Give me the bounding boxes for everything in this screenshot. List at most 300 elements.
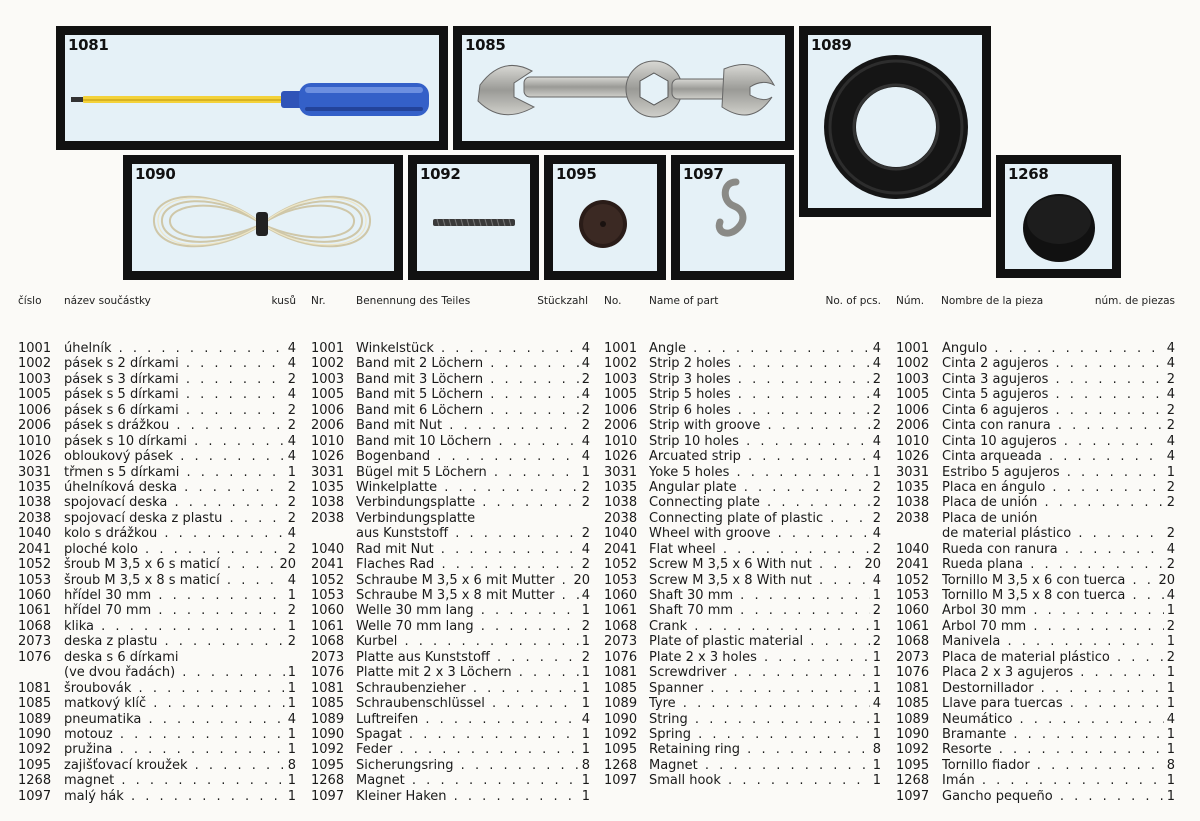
table-row <box>18 603 296 618</box>
part-name <box>64 712 296 727</box>
rows <box>311 341 590 804</box>
part-number: 1052 <box>18 557 52 573</box>
part-name-text: Wheel with groove <box>649 526 771 542</box>
table-row <box>18 449 296 464</box>
part-number: 1268 <box>311 773 345 789</box>
part-name-text: Ángulo <box>942 341 988 356</box>
part-name-text: Strip with groove <box>649 418 761 434</box>
part-name <box>356 526 590 541</box>
part-number: 1003 <box>604 371 638 387</box>
part-number: 1061 <box>604 603 638 619</box>
part-name <box>942 341 1175 356</box>
part-name-text: Rueda plana <box>942 557 1024 573</box>
tile-1097 <box>671 155 794 280</box>
table-row <box>604 712 881 727</box>
header-qty: núm. de piezas <box>1094 295 1175 307</box>
part-name <box>649 542 881 557</box>
part-quantity: 2 <box>1164 418 1175 433</box>
rows <box>896 341 1175 804</box>
part-quantity: 2 <box>870 372 881 387</box>
part-number: 1006 <box>18 402 52 418</box>
part-name <box>356 403 590 418</box>
part-name-text: Spagat <box>356 726 402 742</box>
part-number: 1076 <box>18 649 52 665</box>
part-quantity: 1 <box>870 588 881 603</box>
part-number: 1053 <box>311 588 345 603</box>
part-number: 1076 <box>896 665 930 681</box>
part-name <box>356 557 590 572</box>
part-quantity: 2 <box>285 603 296 618</box>
part-name-text: Estribo 5 agujeros <box>942 464 1060 480</box>
header-name: Benennung des Teiles <box>356 295 471 307</box>
part-number: 1001 <box>18 341 52 356</box>
part-number: 1005 <box>604 387 638 403</box>
part-quantity: 1 <box>1164 773 1175 788</box>
part-number: 1060 <box>604 588 638 603</box>
part-name-text: Bogenband <box>356 449 431 465</box>
part-number: 1002 <box>896 356 930 372</box>
part-name <box>356 387 590 402</box>
part-name <box>649 665 881 680</box>
part-number: 1068 <box>311 634 345 650</box>
header-number: No. <box>604 295 622 307</box>
part-name-text: úhelníková deska <box>64 479 178 495</box>
part-number: 1038 <box>311 495 345 511</box>
part-number: 1053 <box>18 572 52 588</box>
part-name <box>64 603 296 618</box>
part-name-text: Winkelstück <box>356 341 434 356</box>
part-quantity: 1 <box>1164 742 1175 757</box>
table-row <box>311 495 590 510</box>
part-name <box>942 789 1175 804</box>
part-quantity: 1 <box>579 773 590 788</box>
part-quantity: 4 <box>579 356 590 371</box>
part-number: 1040 <box>18 526 52 542</box>
part-number-label: 1092 <box>420 165 461 183</box>
part-name-text: motouz <box>64 726 113 742</box>
part-number: 1068 <box>604 618 638 634</box>
table-row <box>18 542 296 557</box>
part-quantity: 2 <box>1164 557 1175 572</box>
table-row <box>604 773 881 788</box>
part-name <box>356 603 590 618</box>
part-name-text: Screwdriver <box>649 665 727 681</box>
part-quantity: 1 <box>579 789 590 804</box>
part-number: 1097 <box>311 788 345 804</box>
part-quantity: 1 <box>285 696 296 711</box>
column-header <box>896 295 1175 311</box>
part-name-text: Strip 2 holes <box>649 356 731 372</box>
part-number: 1095 <box>604 742 638 758</box>
part-name <box>64 495 296 510</box>
part-name-text: Schraubenschlüssel <box>356 696 485 712</box>
part-quantity: 2 <box>579 418 590 433</box>
part-quantity: 2 <box>870 511 881 526</box>
part-number: 1026 <box>604 449 638 465</box>
table-row <box>311 681 590 696</box>
part-quantity: 2 <box>870 480 881 495</box>
part-name <box>942 387 1175 402</box>
part-name-text: Cinta 6 agujeros <box>942 402 1049 418</box>
part-quantity: 4 <box>870 434 881 449</box>
header-number: Nr. <box>311 295 326 307</box>
part-name <box>649 773 881 788</box>
column-header <box>311 295 590 311</box>
part-quantity: 8 <box>285 758 296 773</box>
part-name-text: Cinta 3 agujeros <box>942 371 1049 387</box>
table-row <box>896 511 1175 526</box>
table-row <box>896 495 1175 510</box>
part-quantity: 2 <box>285 511 296 526</box>
part-name <box>649 603 881 618</box>
table-row <box>896 712 1175 727</box>
part-quantity: 4 <box>285 449 296 464</box>
part-number: 1068 <box>896 634 930 650</box>
part-name <box>942 403 1175 418</box>
part-name <box>356 449 590 464</box>
part-name <box>356 573 590 588</box>
part-name-text: Yoke 5 holes <box>649 464 730 480</box>
part-name <box>356 418 590 433</box>
part-name-text: Strip 6 holes <box>649 402 731 418</box>
part-name <box>64 727 296 742</box>
part-name-text: Llave para tuercas <box>942 696 1063 712</box>
part-name <box>356 681 590 696</box>
part-number: 1006 <box>896 402 930 418</box>
table-row <box>311 403 590 418</box>
part-number: 2006 <box>311 418 345 434</box>
part-name-text: Strip 10 holes <box>649 433 739 449</box>
part-name <box>64 418 296 433</box>
table-row <box>18 480 296 495</box>
table-row <box>896 603 1175 618</box>
part-name-text: Cinta 10 agujeros <box>942 433 1057 449</box>
tile-1081 <box>56 26 448 150</box>
part-name-text: pásek s 3 dírkami <box>64 371 179 387</box>
part-number: 1090 <box>18 726 52 742</box>
part-quantity: 1 <box>870 758 881 773</box>
table-row <box>311 434 590 449</box>
part-name-text: Cinta con ranura <box>942 418 1051 434</box>
part-name-text: Plate of plastic material <box>649 634 804 650</box>
part-number-label: 1268 <box>1008 165 1049 183</box>
part-quantity: 4 <box>579 588 590 603</box>
part-number: 2041 <box>311 557 345 573</box>
part-number: 3031 <box>18 464 52 480</box>
column-header <box>18 295 296 311</box>
part-quantity: 4 <box>1164 341 1175 356</box>
part-quantity: 4 <box>579 387 590 402</box>
tile-1268 <box>996 155 1121 278</box>
table-row <box>604 758 881 773</box>
part-number: 1060 <box>311 603 345 619</box>
part-name-text: Placa de material plástico <box>942 649 1110 665</box>
part-name <box>64 573 296 588</box>
table-row <box>604 387 881 402</box>
part-name-text: třmen s 5 dírkami <box>64 464 180 480</box>
part-quantity: 4 <box>870 696 881 711</box>
table-row <box>896 573 1175 588</box>
part-quantity: 8 <box>579 758 590 773</box>
part-quantity: 2 <box>285 403 296 418</box>
part-number: 2006 <box>896 418 930 434</box>
part-name-text: Winkelplatte <box>356 479 438 495</box>
part-quantity: 4 <box>1164 588 1175 603</box>
header-qty: No. of pcs. <box>825 295 881 307</box>
part-name <box>649 511 881 526</box>
part-name <box>64 465 296 480</box>
table-row <box>896 387 1175 402</box>
table-row <box>896 773 1175 788</box>
part-number: 1052 <box>604 557 638 573</box>
part-quantity: 1 <box>870 712 881 727</box>
part-name <box>356 434 590 449</box>
part-name-text: Plate 2 x 3 holes <box>649 649 757 665</box>
table-row <box>604 650 881 665</box>
table-row <box>18 634 296 649</box>
part-name <box>649 418 881 433</box>
part-quantity: 2 <box>1164 650 1175 665</box>
part-quantity: 4 <box>579 712 590 727</box>
part-name <box>356 634 590 649</box>
part-quantity: 4 <box>579 449 590 464</box>
part-number: 2041 <box>18 541 52 557</box>
part-name <box>942 542 1175 557</box>
table-row <box>604 403 881 418</box>
table-row <box>18 387 296 402</box>
part-name <box>64 449 296 464</box>
part-number: 1002 <box>604 356 638 372</box>
part-name <box>649 758 881 773</box>
part-quantity: 2 <box>1164 403 1175 418</box>
part-name <box>649 372 881 387</box>
part-name <box>942 727 1175 742</box>
part-name-text: Placa de unión <box>942 510 1038 526</box>
part-number: 1060 <box>18 588 52 603</box>
part-number: 1268 <box>18 773 52 789</box>
part-name <box>942 356 1175 371</box>
part-name <box>942 418 1175 433</box>
table-row <box>311 619 590 634</box>
part-name <box>942 573 1175 588</box>
part-quantity: 2 <box>285 495 296 510</box>
part-quantity: 4 <box>579 542 590 557</box>
table-row <box>896 588 1175 603</box>
table-row <box>604 449 881 464</box>
table-row <box>311 773 590 788</box>
part-quantity: 1 <box>870 773 881 788</box>
part-name <box>64 341 296 356</box>
part-name <box>649 727 881 742</box>
part-quantity: 1 <box>579 742 590 757</box>
table-row <box>604 665 881 680</box>
part-quantity: 1 <box>1164 465 1175 480</box>
part-name-text: Shaft 70 mm <box>649 603 734 619</box>
part-name <box>942 557 1175 572</box>
part-quantity: 4 <box>870 573 881 588</box>
part-name-text: Tyre <box>649 696 676 712</box>
part-quantity: 1 <box>1164 727 1175 742</box>
part-name <box>64 681 296 696</box>
table-row <box>896 526 1175 541</box>
part-quantity: 1 <box>285 465 296 480</box>
part-number: 1089 <box>18 711 52 727</box>
part-number: 1003 <box>896 371 930 387</box>
table-row <box>18 650 296 665</box>
part-name-text: Cinta 5 agujeros <box>942 387 1049 403</box>
part-name-text: Flaches Rad <box>356 557 435 573</box>
table-row <box>896 341 1175 356</box>
table-row <box>896 727 1175 742</box>
part-quantity: 1 <box>1164 696 1175 711</box>
part-quantity: 1 <box>870 650 881 665</box>
table-row <box>604 619 881 634</box>
table-row <box>896 403 1175 418</box>
part-name-text: Angle <box>649 341 686 356</box>
table-row <box>604 742 881 757</box>
table-row <box>896 742 1175 757</box>
part-quantity: 1 <box>285 742 296 757</box>
part-name-text: klika <box>64 618 95 634</box>
table-row <box>18 465 296 480</box>
part-quantity: 1 <box>579 681 590 696</box>
part-name-text: Feder <box>356 742 393 758</box>
part-name-text: šroub M 3,5 x 6 s maticí <box>64 557 220 573</box>
part-name-text: Neumático <box>942 711 1013 727</box>
table-row <box>311 789 590 804</box>
part-quantity: 1 <box>579 634 590 649</box>
part-quantity: 4 <box>285 712 296 727</box>
table-row <box>896 434 1175 449</box>
part-quantity: 4 <box>870 341 881 356</box>
part-name-text: obloukový pásek <box>64 449 174 465</box>
part-name <box>356 712 590 727</box>
part-name-text: Shaft 30 mm <box>649 588 734 603</box>
part-name <box>649 434 881 449</box>
part-quantity: 20 <box>570 573 590 588</box>
part-name-text: Strip 5 holes <box>649 387 731 403</box>
part-name <box>64 387 296 402</box>
table-row <box>604 526 881 541</box>
part-number: 1038 <box>604 495 638 511</box>
part-name <box>649 634 881 649</box>
part-name-text: Welle 70 mm lang <box>356 618 474 634</box>
part-number: 3031 <box>896 464 930 480</box>
header-qty: Stückzahl <box>537 295 588 307</box>
part-name-text: malý hák <box>64 788 124 804</box>
table-row <box>18 356 296 371</box>
part-name-text: Verbindungsplatte <box>356 495 476 511</box>
part-name-text: deska z plastu <box>64 634 158 650</box>
table-row <box>896 356 1175 371</box>
part-number: 2006 <box>604 418 638 434</box>
part-name <box>64 650 296 665</box>
part-name <box>649 650 881 665</box>
part-number: 1035 <box>896 479 930 495</box>
part-name <box>64 403 296 418</box>
part-quantity: 4 <box>1164 434 1175 449</box>
part-number: 1001 <box>896 341 930 356</box>
part-number: 1068 <box>18 618 52 634</box>
part-name-text: Tornillo fiador <box>942 757 1030 773</box>
part-name-text: Band mit 2 Löchern <box>356 356 484 372</box>
part-quantity: 4 <box>870 449 881 464</box>
table-row <box>604 480 881 495</box>
part-name <box>64 542 296 557</box>
part-number: 1092 <box>18 742 52 758</box>
part-quantity: 4 <box>579 341 590 356</box>
part-name-text: Kleiner Haken <box>356 788 447 804</box>
part-quantity: 4 <box>870 526 881 541</box>
table-row <box>604 542 881 557</box>
part-name <box>64 511 296 526</box>
part-number: 2038 <box>604 510 638 526</box>
part-name-text: String <box>649 711 688 727</box>
table-row <box>311 665 590 680</box>
part-name-text: Árbol 70 mm <box>942 618 1027 634</box>
part-name-text: kolo s drážkou <box>64 526 158 542</box>
part-name-text: Schraube M 3,5 x 8 mit Mutter <box>356 588 555 603</box>
table-row <box>311 372 590 387</box>
part-name-text: Gancho pequeño <box>942 788 1053 804</box>
part-name-text: Screw M 3,5 x 6 With nut <box>649 557 812 573</box>
table-row <box>604 681 881 696</box>
tile-1090 <box>123 155 403 280</box>
part-name <box>942 603 1175 618</box>
part-name <box>942 449 1175 464</box>
part-name-text: Arcuated strip <box>649 449 741 465</box>
table-row <box>896 696 1175 711</box>
part-quantity: 4 <box>1164 542 1175 557</box>
part-name <box>64 557 296 572</box>
part-number: 1095 <box>18 757 52 773</box>
part-name <box>64 480 296 495</box>
table-row <box>311 480 590 495</box>
part-name-text: Band mit 10 Löchern <box>356 433 492 449</box>
column-header <box>604 295 881 311</box>
part-quantity: 2 <box>285 480 296 495</box>
part-quantity: 1 <box>579 465 590 480</box>
part-quantity: 2 <box>579 619 590 634</box>
part-number: 2073 <box>896 649 930 665</box>
rows <box>604 341 881 789</box>
table-row <box>311 449 590 464</box>
header-qty: kusů <box>271 295 296 307</box>
part-number: 1053 <box>896 588 930 603</box>
part-name-text: hřídel 30 mm <box>64 588 152 603</box>
part-name-text: Band mit Nut <box>356 418 443 434</box>
table-row <box>896 634 1175 649</box>
part-quantity: 1 <box>1164 665 1175 680</box>
part-quantity: 1 <box>870 727 881 742</box>
part-name <box>649 681 881 696</box>
screwdriver-icon <box>65 35 439 141</box>
part-name <box>942 773 1175 788</box>
part-name <box>356 542 590 557</box>
part-name-text: Imán <box>942 773 975 789</box>
part-number: 1268 <box>896 773 930 789</box>
part-name-text: spojovací deska <box>64 495 168 511</box>
part-name <box>356 465 590 480</box>
table-row <box>311 634 590 649</box>
table-row <box>311 356 590 371</box>
part-name-text: Cinta 2 agujeros <box>942 356 1049 372</box>
part-quantity: 2 <box>285 418 296 433</box>
part-number: 1006 <box>311 402 345 418</box>
part-quantity: 4 <box>579 434 590 449</box>
part-number: 1090 <box>896 726 930 742</box>
part-name <box>649 341 881 356</box>
